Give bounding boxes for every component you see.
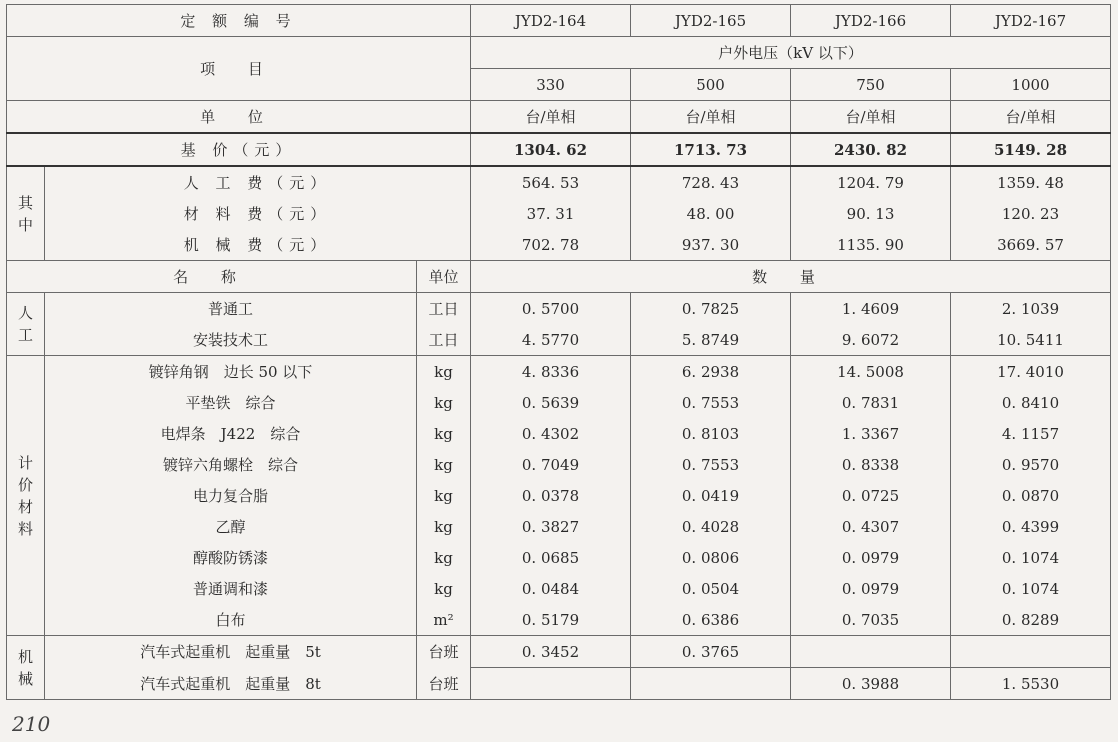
cost-label: 材 料 费（元） <box>45 198 471 229</box>
cost-cell: 728. 43 <box>631 166 791 198</box>
base-price-cell: 5149. 28 <box>951 133 1111 166</box>
resource-name: 电焊条 J422 综合 <box>45 418 417 449</box>
resource-qty: 6. 2938 <box>631 356 791 388</box>
resource-qty: 17. 4010 <box>951 356 1111 388</box>
resource-qty: 0. 5700 <box>471 293 631 325</box>
resource-unit: kg <box>417 387 471 418</box>
voltage-cell: 500 <box>631 69 791 101</box>
cost-group-label: 其中 <box>7 166 45 261</box>
unit-cell: 台/单相 <box>791 101 951 134</box>
resource-unit: kg <box>417 542 471 573</box>
cost-cell: 564. 53 <box>471 166 631 198</box>
resource-qty: 0. 0979 <box>791 573 951 604</box>
resource-qty: 9. 6072 <box>791 324 951 356</box>
material-row <box>7 387 1111 418</box>
item-row <box>7 37 1111 69</box>
resource-qty: 4. 5770 <box>471 324 631 356</box>
code-row <box>7 5 1111 37</box>
resource-qty: 0. 6386 <box>631 604 791 636</box>
cost-label: 人 工 费（元） <box>45 166 471 198</box>
resource-unit: 台班 <box>417 668 471 700</box>
resource-qty: 0. 7553 <box>631 387 791 418</box>
resource-qty: 0. 4399 <box>951 511 1111 542</box>
cost-label: 机 械 费（元） <box>45 229 471 261</box>
resource-unit: kg <box>417 449 471 480</box>
resource-qty: 14. 5008 <box>791 356 951 388</box>
resource-qty: 1. 3367 <box>791 418 951 449</box>
name-header: 名 称 <box>7 261 417 293</box>
cost-row <box>7 198 1111 229</box>
cost-cell: 48. 00 <box>631 198 791 229</box>
resource-qty: 1. 5530 <box>951 668 1111 700</box>
qty-header: 数 量 <box>471 261 1111 293</box>
code-label: 定 额 编 号 <box>7 5 471 37</box>
resource-qty: 0. 8103 <box>631 418 791 449</box>
unit-cell: 台/单相 <box>631 101 791 134</box>
material-row <box>7 418 1111 449</box>
resource-name: 电力复合脂 <box>45 480 417 511</box>
material-row <box>7 449 1111 480</box>
resource-unit: kg <box>417 418 471 449</box>
resource-name: 平垫铁 综合 <box>45 387 417 418</box>
resource-qty: 5. 8749 <box>631 324 791 356</box>
resource-qty: 0. 7553 <box>631 449 791 480</box>
resource-name: 醇酸防锈漆 <box>45 542 417 573</box>
resource-name: 普通工 <box>45 293 417 325</box>
resource-qty: 0. 7035 <box>791 604 951 636</box>
item-label: 项 目 <box>7 37 471 101</box>
item-desc: 户外电压（kV 以下） <box>471 37 1111 69</box>
resource-qty: 0. 0806 <box>631 542 791 573</box>
base-price-cell: 1713. 73 <box>631 133 791 166</box>
resource-unit: 台班 <box>417 636 471 668</box>
resource-name: 乙醇 <box>45 511 417 542</box>
resource-unit: kg <box>417 573 471 604</box>
resource-qty: 0. 0685 <box>471 542 631 573</box>
resource-qty: 0. 0504 <box>631 573 791 604</box>
base-price-label: 基 价（元） <box>7 133 471 166</box>
resource-qty: 2. 1039 <box>951 293 1111 325</box>
voltage-cell: 750 <box>791 69 951 101</box>
machinery-row <box>7 668 1111 700</box>
resource-header-row <box>7 261 1111 293</box>
resource-qty: 0. 7049 <box>471 449 631 480</box>
quota-table <box>6 4 1111 700</box>
resource-qty: 0. 0484 <box>471 573 631 604</box>
code-cell: JYD2-165 <box>631 5 791 37</box>
page-number: 210 <box>12 712 51 736</box>
resource-name: 汽车式起重机 起重量 8t <box>45 668 417 700</box>
resource-name: 汽车式起重机 起重量 5t <box>45 636 417 668</box>
resource-qty: 0. 7831 <box>791 387 951 418</box>
cost-cell: 37. 31 <box>471 198 631 229</box>
voltage-cell: 1000 <box>951 69 1111 101</box>
resource-qty: 0. 1074 <box>951 542 1111 573</box>
resource-qty <box>951 636 1111 668</box>
unit-cell: 台/单相 <box>951 101 1111 134</box>
resource-unit: kg <box>417 480 471 511</box>
resource-qty: 0. 4028 <box>631 511 791 542</box>
machinery-row <box>7 636 1111 668</box>
resource-unit: 工日 <box>417 324 471 356</box>
material-row <box>7 356 1111 388</box>
cost-row <box>7 166 1111 198</box>
resource-name: 镀锌六角螺栓 综合 <box>45 449 417 480</box>
material-row <box>7 542 1111 573</box>
resource-name: 白布 <box>45 604 417 636</box>
resource-qty: 1. 4609 <box>791 293 951 325</box>
resource-qty: 0. 0378 <box>471 480 631 511</box>
cost-cell: 937. 30 <box>631 229 791 261</box>
code-cell: JYD2-166 <box>791 5 951 37</box>
cost-cell: 1135. 90 <box>791 229 951 261</box>
labor-row <box>7 293 1111 325</box>
resource-unit: kg <box>417 511 471 542</box>
resource-qty: 0. 8289 <box>951 604 1111 636</box>
unit-header: 单位 <box>417 261 471 293</box>
resource-unit: kg <box>417 356 471 388</box>
resource-name: 安装技术工 <box>45 324 417 356</box>
material-row <box>7 573 1111 604</box>
resource-unit: 工日 <box>417 293 471 325</box>
cost-cell: 1359. 48 <box>951 166 1111 198</box>
resource-qty: 0. 8410 <box>951 387 1111 418</box>
material-row <box>7 480 1111 511</box>
unit-row <box>7 101 1111 134</box>
resource-qty: 0. 9570 <box>951 449 1111 480</box>
resource-qty <box>791 636 951 668</box>
cost-cell: 1204. 79 <box>791 166 951 198</box>
resource-qty: 0. 4307 <box>791 511 951 542</box>
labor-group-label: 人工 <box>7 293 45 356</box>
resource-qty: 0. 8338 <box>791 449 951 480</box>
base-price-cell: 1304. 62 <box>471 133 631 166</box>
code-cell: JYD2-167 <box>951 5 1111 37</box>
cost-cell: 3669. 57 <box>951 229 1111 261</box>
resource-qty: 0. 0419 <box>631 480 791 511</box>
cost-row <box>7 229 1111 261</box>
resource-qty <box>471 668 631 700</box>
resource-qty: 0. 0979 <box>791 542 951 573</box>
resource-qty: 0. 4302 <box>471 418 631 449</box>
base-price-cell: 2430. 82 <box>791 133 951 166</box>
material-row <box>7 604 1111 636</box>
material-group-label: 计价材料 <box>7 356 45 636</box>
resource-qty: 4. 8336 <box>471 356 631 388</box>
resource-qty: 0. 0725 <box>791 480 951 511</box>
resource-qty: 10. 5411 <box>951 324 1111 356</box>
machinery-group-label: 机械 <box>7 636 45 700</box>
resource-qty: 0. 5639 <box>471 387 631 418</box>
resource-name: 普通调和漆 <box>45 573 417 604</box>
resource-qty: 0. 7825 <box>631 293 791 325</box>
code-cell: JYD2-164 <box>471 5 631 37</box>
resource-qty: 0. 5179 <box>471 604 631 636</box>
resource-qty: 0. 3827 <box>471 511 631 542</box>
resource-qty: 0. 0870 <box>951 480 1111 511</box>
voltage-cell: 330 <box>471 69 631 101</box>
cost-cell: 702. 78 <box>471 229 631 261</box>
resource-qty: 4. 1157 <box>951 418 1111 449</box>
resource-qty: 0. 1074 <box>951 573 1111 604</box>
resource-qty: 0. 3765 <box>631 636 791 668</box>
resource-qty <box>631 668 791 700</box>
resource-name: 镀锌角钢 边长 50 以下 <box>45 356 417 388</box>
unit-label: 单 位 <box>7 101 471 134</box>
resource-qty: 0. 3452 <box>471 636 631 668</box>
cost-cell: 90. 13 <box>791 198 951 229</box>
material-row <box>7 511 1111 542</box>
resource-unit: m² <box>417 604 471 636</box>
resource-qty: 0. 3988 <box>791 668 951 700</box>
base-price-row <box>7 133 1111 166</box>
cost-cell: 120. 23 <box>951 198 1111 229</box>
unit-cell: 台/单相 <box>471 101 631 134</box>
labor-row <box>7 324 1111 356</box>
